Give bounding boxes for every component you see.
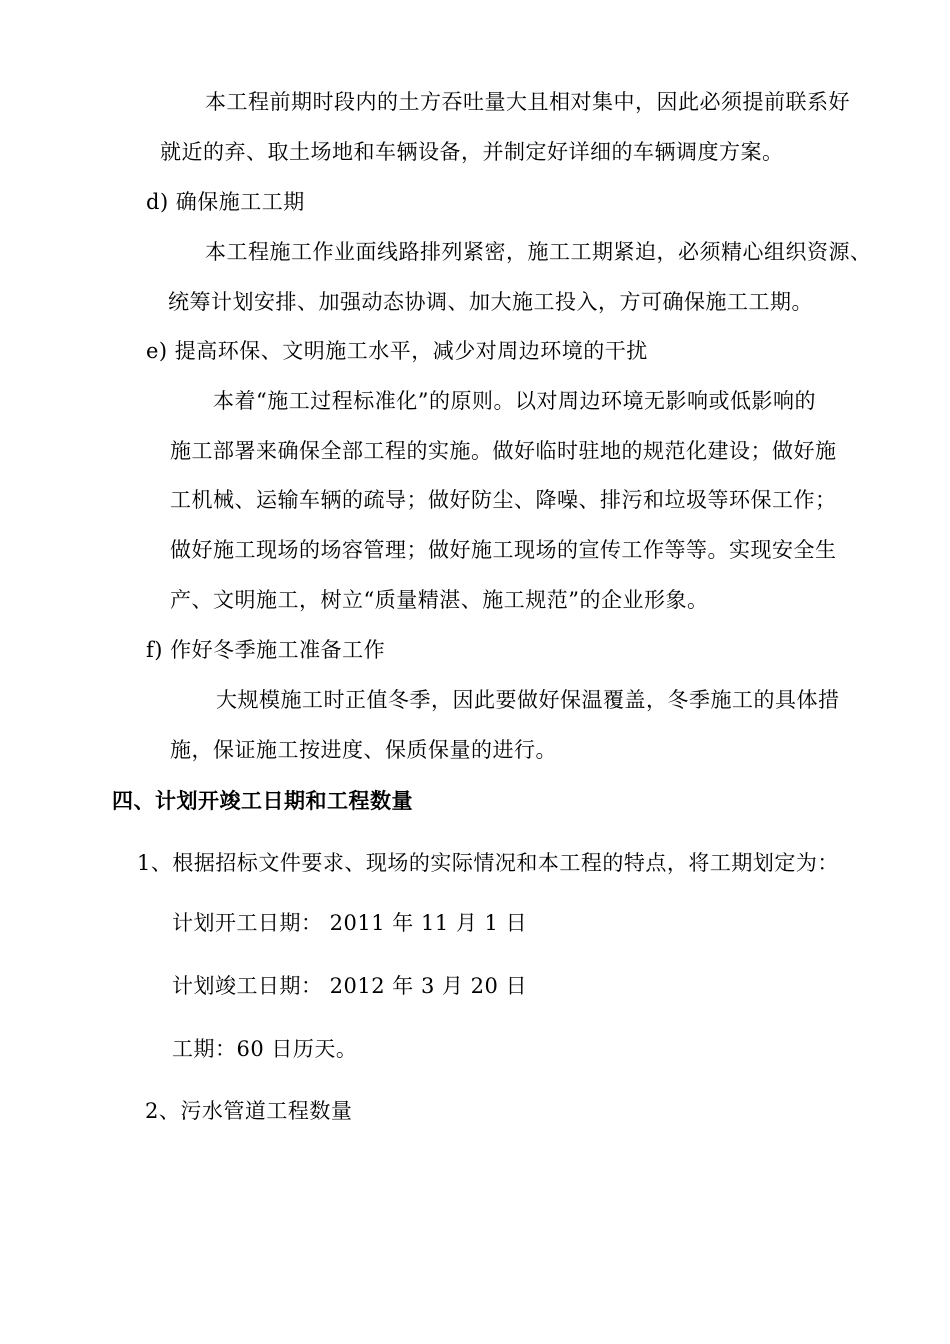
list-item-title: f) 作好冬季施工准备工作 [146, 638, 386, 662]
paragraph-line: 工机械、运输车辆的疏导；做好防尘、降噪、排污和垃圾等环保工作； [170, 488, 837, 512]
paragraph-line: 大规模施工时正值冬季，因此要做好保温覆盖，冬季施工的具体措 [216, 688, 840, 712]
numbered-item: 2、污水管道工程数量 [145, 1099, 353, 1123]
paragraph-line: 本工程施工作业面线路排列紧密，施工工期紧迫，必须精心组织资源、 [205, 240, 872, 264]
duration-line: 工期：60 日历天。 [172, 1037, 358, 1061]
paragraph-line: 做好施工现场的场容管理；做好施工现场的宣传工作等等。实现安全生 [170, 538, 837, 562]
paragraph-line: 施，保证施工按进度、保质保量的进行。 [170, 738, 557, 762]
paragraph-line: 施工部署来确保全部工程的实施。做好临时驻地的规范化建设；做好施 [170, 439, 837, 463]
paragraph-line: 统筹计划安排、加强动态协调、加大施工投入，方可确保施工工期。 [168, 290, 813, 314]
end-date-line: 计划竣工日期： 2012 年 3 月 20 日 [172, 974, 528, 998]
list-item-title: d) 确保施工工期 [146, 190, 305, 214]
list-item-title: e) 提高环保、文明施工水平，减少对周边环境的干扰 [146, 339, 648, 363]
paragraph-line: 产、文明施工，树立“质量精湛、施工规范”的企业形象。 [170, 588, 709, 612]
section-heading: 四、计划开竣工日期和工程数量 [112, 789, 413, 813]
paragraph-line: 本着“施工过程标准化”的原则。以对周边环境无影响或低影响的 [213, 389, 816, 413]
paragraph-line: 本工程前期时段内的土方吞吐量大且相对集中，因此必须提前联系好 [205, 90, 850, 114]
paragraph-line: 就近的弃、取土场地和车辆设备，并制定好详细的车辆调度方案。 [160, 140, 784, 164]
start-date-line: 计划开工日期： 2011 年 11 月 1 日 [172, 911, 528, 935]
numbered-item: 1、根据招标文件要求、现场的实际情况和本工程的特点，将工期划定为： [137, 851, 839, 875]
